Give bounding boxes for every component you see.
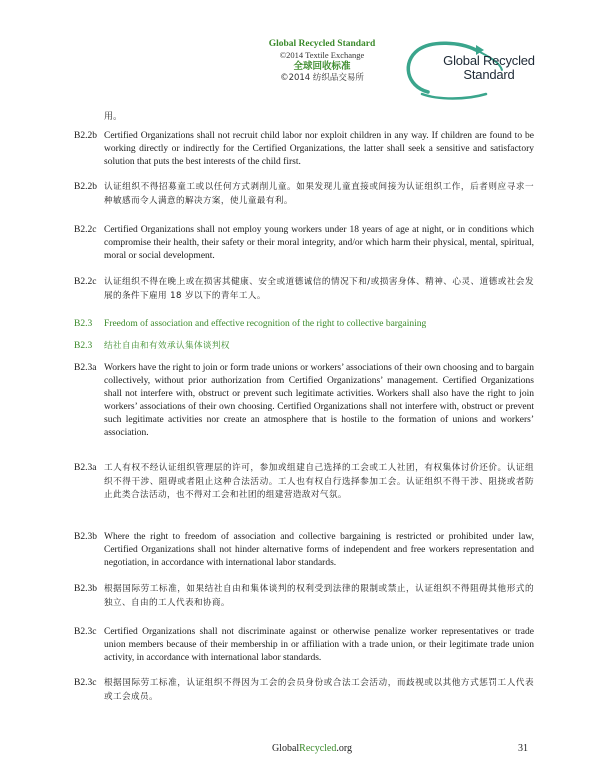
clause-text: 根据国际劳工标准，认证组织不得因为工会的会员身份或合法工会活动，而歧视或以其他方式惩罚工人代表或工会成员。 — [104, 678, 534, 702]
footer-site-part-3: .org — [336, 743, 353, 754]
clause-number: B2.3b — [74, 532, 97, 542]
clause-text: 认证组织不得招募童工或以任何方式剥削儿童。如果发现儿童直接或间接为认证组织工作，后者则应寻求一种敏感而令人满意的解决方案，使儿童最有利。 — [104, 182, 534, 206]
grs-logo — [398, 40, 558, 100]
clause-text: Certified Organizations shall not recruit child labor nor exploit children in any way. If children are found to be working directly or indirectly for the Certified Organizations, the latter shall seek a sensitive and satisfactory solution that puts the best interests of the child first. — [104, 131, 534, 167]
footer-site-part-2: Recycled — [299, 743, 337, 754]
clause-text: Where the right to freedom of association and collective bargaining is restricted or prohibited under law, Certified Organizations shall not hinder alternative forms of independent and free workers representation and negotiation, in accordance with international labor standards. — [104, 532, 534, 568]
clause-text: Certified Organizations shall not employ young workers under 18 years of age at night, or in conditions which compromise their health, their safety or their moral integrity, and/or which harm their physical, mental, spiritual, moral or social development. — [104, 225, 534, 261]
footer-site-part-1: Global — [271, 743, 300, 754]
section-title: Freedom of association and effective recognition of the right to collective bargaining — [104, 319, 427, 329]
clause-number: B2.3a — [74, 463, 97, 473]
copyright-line: ©2014 Textile Exchange — [279, 50, 365, 60]
clause-number: B2.2c — [74, 277, 97, 287]
clause-number: B2.3c — [74, 678, 97, 688]
clause-text: 认证组织不得在晚上或在损害其健康、安全或道德诚信的情况下和/或损害身体、精神、心灵、道德或社会发展的条件下雇用 18 岁以下的青年工人。 — [104, 277, 534, 301]
section-title: 结社自由和有效承认集体谈判权 — [104, 341, 230, 351]
clause-text: Workers have the right to join or form trade unions or workers’ associations of their own choosing and to bargain collectively, without prior authorization from Certified Organizations’ management. Certified Organizations shall not interfere with, obstruct or prevent such legitimate activities. Workers shall also have the right to join workers’ associations of their own choosing. Certified Organizations shall not interfere with, obstruct or prevent such legitimate activities nor create an atmosphere that is hostile to the formation of unions and workers’ association. — [104, 363, 534, 438]
logo-line-2: Standard — [463, 67, 515, 82]
footer-website — [252, 743, 372, 754]
clause-number: B2.2c — [74, 225, 97, 235]
clause-text: Certified Organizations shall not discriminate against or otherwise penalize worker representatives or trade union members because of their membership in or affiliation with a trade union, or their legitimate trade union activity, in accordance with international labor standards. — [104, 627, 534, 663]
continuation-text: 用。 — [104, 112, 123, 122]
clause-number: B2.3b — [74, 584, 97, 594]
clause-number: B2.2b — [74, 182, 97, 192]
standard-title: Global Recycled Standard — [268, 39, 376, 49]
standard-title-cn: 全球回收标准 — [293, 61, 351, 72]
copyright-line-cn: ©2014 纺织品交易所 — [280, 73, 364, 83]
section-number: B2.3 — [74, 341, 93, 351]
header-text-block — [252, 38, 392, 84]
page-number: 31 — [518, 743, 528, 754]
clause-number: B2.2b — [74, 131, 97, 141]
clause-text: 工人有权不经认证组织管理层的许可，参加或组建自己选择的工会或工人社团，有权集体讨价还价。认证组织不得干涉、阻碍或者阻止这种合法活动。工人也有权自行选择参加工会。认证组织不得干涉、阻挠或者防止此类合法活动，也不得对工会和社团的组建营造敌对气氛。 — [104, 463, 534, 500]
logo-line-1: Global Recycled — [443, 53, 535, 68]
clause-number: B2.3a — [74, 363, 97, 373]
clause-text: 根据国际劳工标准，如果结社自由和集体谈判的权利受到法律的限制或禁止，认证组织不得阻碍其他形式的独立、自由的工人代表和协商。 — [104, 584, 534, 608]
page-header — [0, 38, 600, 108]
logo-wordmark — [424, 54, 554, 82]
section-number: B2.3 — [74, 319, 93, 329]
clause-number: B2.3c — [74, 627, 97, 637]
